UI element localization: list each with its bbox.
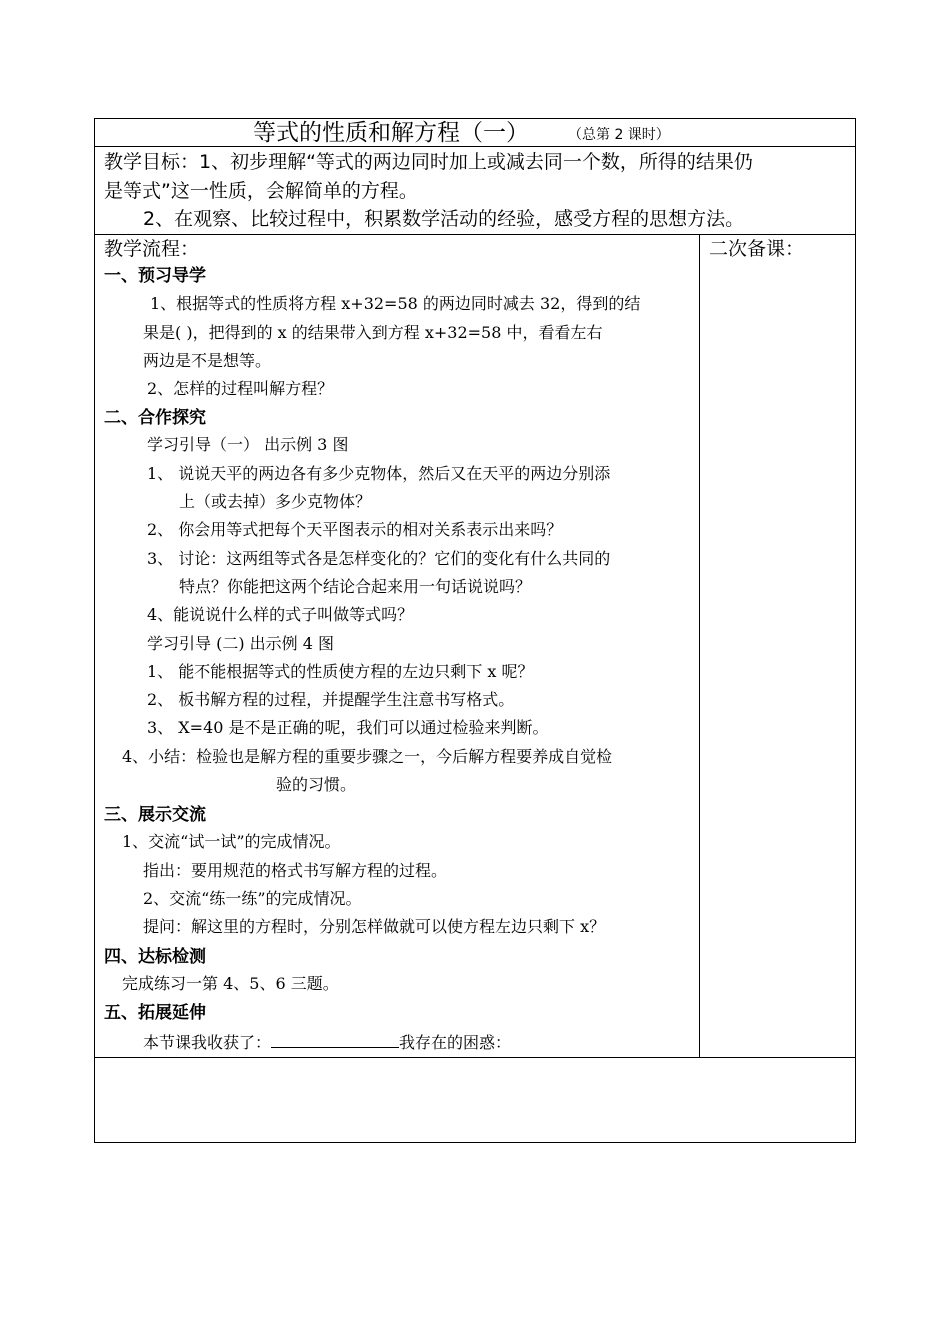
teaching-flow-label: 教学流程： (104, 238, 200, 260)
study-guide-2: 学习引导 (二) 出示例 4 图 (147, 634, 335, 653)
objectives-row-divider (94, 234, 856, 235)
second-prep-column-divider (699, 234, 700, 1057)
explore-line: 4、能说说什么样的式子叫做等式吗？ (147, 605, 414, 624)
page-title: 等式的性质和解方程（一） (253, 120, 529, 146)
explore-line: 上（或去掉）多少克物体？ (179, 492, 372, 511)
study-guide-1: 学习引导（一） 出示例 3 图 (147, 435, 349, 454)
share-line: 1、交流“试一试”的完成情况。 (122, 832, 341, 851)
section-heading-share: 三、展示交流 (104, 805, 206, 825)
confusion-label: 我存在的困惑： (399, 1033, 512, 1052)
share-line: 2、交流“练一练”的完成情况。 (143, 889, 362, 908)
share-line: 提问：解这里的方程时，分别怎样做就可以使方程左边只剩下 x？ (143, 917, 606, 936)
section-heading-preview: 一、预习导学 (104, 266, 206, 286)
explore-line: 特点？你能把这两个结论合起来用一句话说说吗？ (179, 577, 532, 596)
share-line: 指出：要用规范的格式书写解方程的过程。 (143, 861, 448, 880)
test-line: 完成练习一第 4、5、6 三题。 (122, 974, 339, 993)
section-heading-extend: 五、拓展延伸 (104, 1003, 206, 1023)
lesson-number: （总第 2 课时） (568, 127, 670, 143)
explore-line: 3、 讨论：这两组等式各是怎样变化的？它们的变化有什么共同的 (147, 549, 611, 568)
summary-line: 验的习惯。 (276, 775, 357, 794)
explore-line: 1、 能不能根据等式的性质使方程的左边只剩下 x 呢？ (147, 662, 534, 681)
reflection-line (143, 1033, 511, 1051)
second-prep-label: 二次备课： (709, 238, 805, 260)
content-row-divider (94, 1057, 856, 1058)
preview-line: 2、怎样的过程叫解方程？ (147, 379, 334, 398)
section-heading-explore: 二、合作探究 (104, 408, 206, 428)
explore-line: 2、 板书解方程的过程，并提醒学生注意书写格式。 (147, 690, 515, 709)
harvest-blank (271, 1033, 399, 1048)
title-row-divider (94, 146, 856, 147)
summary-line: 4、小结：检验也是解方程的重要步骤之一，今后解方程要养成自觉检 (122, 747, 613, 766)
explore-line: 1、 说说天平的两边各有多少克物体，然后又在天平的两边分别添 (147, 464, 611, 483)
preview-line: 1、根据等式的性质将方程 x+32=58 的两边同时减去 32，得到的结 (150, 294, 641, 313)
explore-line: 2、 你会用等式把每个天平图表示的相对关系表示出来吗？ (147, 520, 563, 539)
explore-line: 3、 X=40 是不是正确的呢，我们可以通过检验来判断。 (147, 718, 549, 737)
objective-line-3: 2、在观察、比较过程中，积累数学活动的经验，感受方程的思想方法。 (143, 208, 745, 230)
harvest-label: 本节课我收获了： (143, 1033, 272, 1052)
objective-line-2: 是等式”这一性质，会解简单的方程。 (104, 180, 418, 202)
objective-line-1: 教学目标：1、初步理解“等式的两边同时加上或减去同一个数，所得的结果仍 (104, 151, 753, 173)
preview-line: 两边是不是想等。 (143, 351, 272, 370)
preview-line: 果是( )，把得到的 x 的结果带入到方程 x+32=58 中，看看左右 (143, 323, 603, 342)
section-heading-test: 四、达标检测 (104, 947, 206, 967)
